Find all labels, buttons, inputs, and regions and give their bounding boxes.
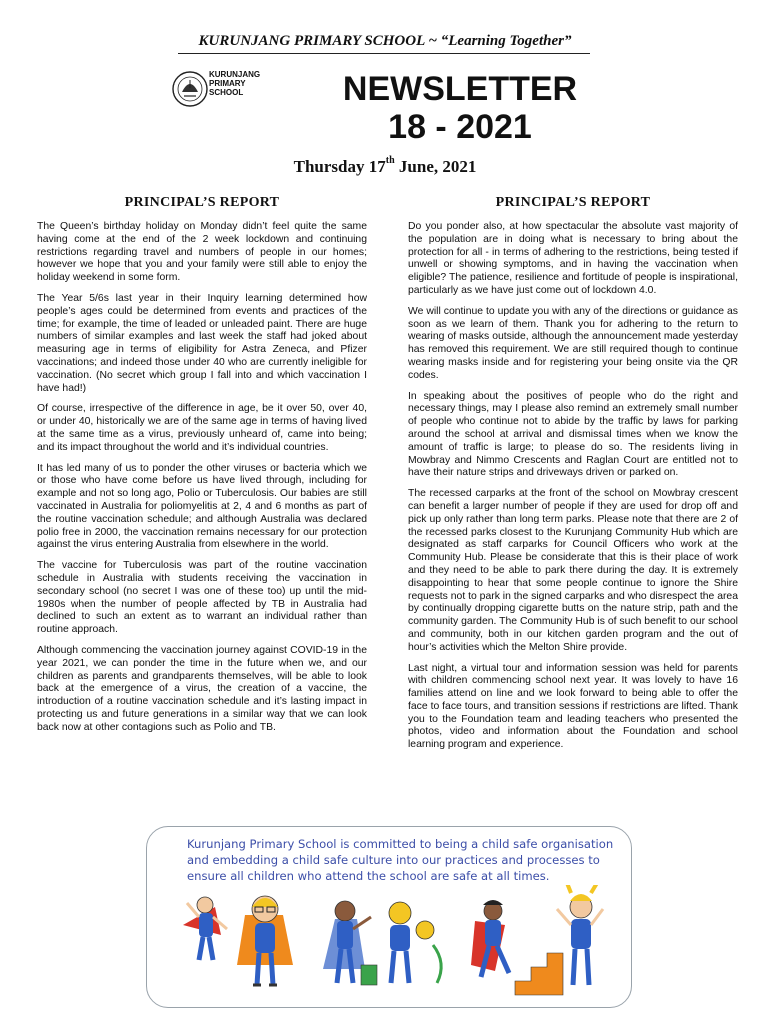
logo-line-3: SCHOOL	[209, 88, 244, 97]
paragraph: The Year 5/6s last year in their Inquiry learning determined how people’s ages could be determined from events and practices of the time; for example, the time of leaded or unleaded paint. There are huge numbers of similar examples and last week the staff had joked about measuring age in terms of eligibility for Astra Zeneca, and Pfizer vaccinations; and indeed those under 40 who are currently ineligible for vaccination. (No secret which group I fall into and which vaccination I have had!)	[37, 292, 367, 394]
date-rest: June, 2021	[394, 157, 477, 176]
masthead-text: KURUNJANG PRIMARY SCHOOL ~ “Learning Together”	[198, 33, 572, 49]
paragraph: Do you ponder also, at how spectacular the absolute vast majority of the population are in doing what is necessary to bring about the protection for all - in terms of adhering to the restrictions, being tested if unwell or showing symptoms, and in having the vaccination when eligible? The patience, resilience and fortitude of people is inspirational, particularly as we have just come out of lockdown 4.0.	[408, 221, 738, 296]
right-column-heading: PRINCIPAL’S REPORT	[495, 195, 651, 210]
hero-figure-5	[471, 900, 509, 977]
paragraph: We will continue to update you with any of the directions or guidance as soon as we learn of them. Thank you for adhering to the return to wearing of masks outside, although the announcement made yesterday has removed this requirement. We are still required though to continue wearing masks inside and for registering your being onsite via the QR codes.	[408, 305, 738, 381]
date-suffix: th	[385, 155, 395, 166]
paragraph: In speaking about the positives of people who do the right and necessary things, may I please also remind an extremely small number of people who continue not to abide by the traffic by laws for parking around the school at arrival and dismissal times when we know the amount of traffic is large; to please do so. The residents living in Mowbray and Nimmo Crescents and Raglan Court are entitled not to have their nature strips and driveways driven or parked on.	[408, 390, 738, 479]
hero-figure-1	[183, 897, 227, 960]
date-day: Thursday 17	[293, 157, 386, 176]
left-column-heading: PRINCIPAL’S REPORT	[124, 195, 280, 210]
logo-line-2: PRIMARY	[209, 79, 246, 88]
newsletter-title-block	[280, 70, 640, 146]
child-safe-banner	[146, 826, 632, 1008]
school-logo	[168, 62, 260, 116]
paragraph: The recessed carparks at the front of the school on Mowbray crescent can benefit a larger number of people if they are used for drop off and pick up only rather than long term parks. Please note that there are 2 of the recessed parks closest to the Kurunjang Community Hub which are designated as staff carparks for Council Officers who work at the Community Hub. Please be considerate that this is their place of work and they need to be able to park there during the day. It is extremely disappointing to hear that some people continue to ignore the Shire requests not to park in the signed carparks and who disrespect the area by continually dropping cigarette butts on the nature strip, path and the community garden. The Community Hub is of such benefit to our school and community, both in our kitchen garden program and the out of hour’s activities which the Melton Shire provide.	[408, 488, 738, 653]
hero-figure-4	[389, 902, 441, 983]
hero-figure-6	[515, 885, 603, 995]
logo-line-1: KURUNJANG	[209, 70, 260, 79]
newsletter-number: 18 - 2021	[388, 108, 532, 146]
child-safe-statement: Kurunjang Primary School is committed to being a child safe organisation and embedding a child safe culture into our practices and processes to ensure all children who attend the school are safe at all times.	[187, 837, 614, 883]
paragraph: Of course, irrespective of the difference in age, be it over 50, over 40, or under 40, historically we are of the same age in terms of having lived at the same time as a virus, previously unheard of, came into being; and its impact throughout the world and it’s individual countries.	[37, 403, 367, 453]
masthead	[0, 33, 770, 50]
masthead-underline	[178, 53, 590, 54]
school-logo-emblem-icon	[168, 62, 260, 116]
paragraph: Although commencing the vaccination journey against COVID-19 in the year 2021, we can ponder the time in the future when we, and our children as parents and grandparents themselves, will be able to look back at the emergence of a virus, the creation of a vaccine, the introduction of a routine vaccination schedule and it’s lasting impact in protecting us and future generations in a similar way that we can look back now at other contagions such as Polio and TB.	[37, 644, 367, 733]
left-column	[37, 195, 367, 742]
paragraph: It has led many of us to ponder the other viruses or bacteria which we or those who have come before us have lived through, including for example and not so long ago, Polio or Tuberculosis. Our babies are still vaccinated in Australia for poliomyelitis at 2, 4 and 6 months as part of the routine vaccination schedule; and although Australia was declared polio free in 2000, the vaccination remains necessary for our protection against the virus entering Australia from elsewhere in the world.	[37, 462, 367, 551]
paragraph: Last night, a virtual tour and information session was held for parents with children commencing school next year. It was lovely to have 16 families attend on line and we look forward to being able to offer the face to face tours, and transition sessions if restrictions are lifted. Thank you to the Foundation team and leading teachers who presented the photos, video and information about the Foundation and school learning program and experience.	[408, 662, 738, 751]
paragraph: The vaccine for Tuberculosis was part of the routine vaccination schedule in Australia with students receiving the vaccination in secondary school (no secret I was one of these too) up until the mid-1980s when the number of people affected by TB in Australia had declined to such an extent as to warrant an individual rather than routine approach.	[37, 560, 367, 636]
hero-figure-2	[237, 896, 293, 985]
superhero-children-illustration-icon	[175, 885, 605, 1000]
right-column	[408, 195, 738, 760]
issue-date	[0, 157, 770, 177]
hero-figure-3	[323, 901, 377, 985]
paragraph: The Queen’s birthday holiday on Monday didn’t feel quite the same having come at the end of the 2 week lockdown and continuing restrictions regarding travel and numbers of people in our homes; however we hope that you and your family were still able to enjoy the holiday weekend in some form.	[37, 221, 367, 284]
newsletter-title: NEWSLETTER	[342, 70, 578, 108]
